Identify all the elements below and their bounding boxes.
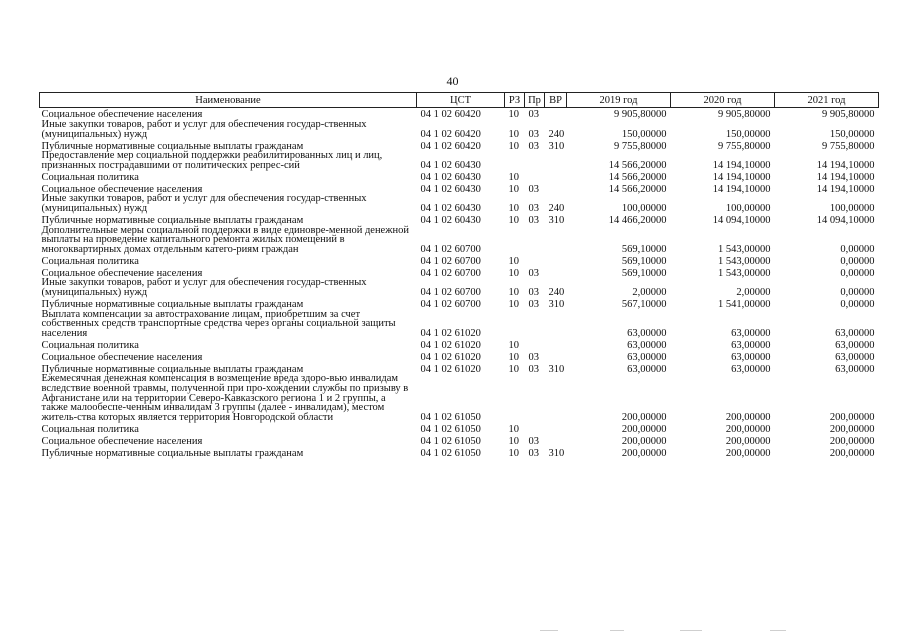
table-row: [40, 434, 879, 446]
cell-pr: 03: [528, 128, 539, 140]
cell-name: Публичные нормативные социальные выплаты гражданам: [41, 214, 304, 226]
cell-pr: 03: [528, 202, 539, 214]
cell-vr: [545, 434, 567, 446]
cell-rz: 10: [508, 351, 519, 363]
cell-name: Социальная политика: [41, 255, 139, 267]
cell-rz: 10: [508, 267, 519, 279]
cell-2021: 0,00000: [840, 267, 875, 279]
cell-name: Выплата компенсации за автострахование лицам, приобретшим за счет собственных средств транспортные средства через органы социальной защиты населения: [41, 308, 396, 339]
cell-name: Иные закупки товаров, работ и услуг для обеспечения государ-ственных (муниципальных) нужд: [41, 277, 367, 298]
cell-pr: 03: [528, 140, 539, 152]
cell-2021: 0,00000: [840, 243, 875, 255]
table-row: [40, 298, 879, 310]
cell-cst: 04 1 02 60700: [420, 298, 481, 310]
cell-2019: 200,00000: [621, 411, 667, 423]
cell-cst: 04 1 02 61050: [420, 435, 481, 447]
cell-rz: 10: [508, 286, 519, 298]
cell-rz: 10: [508, 140, 519, 152]
table-row: [40, 350, 879, 362]
cell-vr: [545, 151, 567, 170]
cell-vr: [545, 374, 567, 422]
cell-pr: 03: [528, 351, 539, 363]
cell-vr: 240: [548, 128, 565, 140]
cell-2020: 200,00000: [725, 435, 771, 447]
cell-pr: 03: [528, 214, 539, 226]
cell-2020: 1 543,00000: [718, 255, 771, 267]
cell-pr: [525, 310, 545, 339]
cell-name: Социальная политика: [41, 339, 139, 351]
cell-name: Иные закупки товаров, работ и услуг для обеспечения государ-ственных (муниципальных) нужд: [41, 193, 367, 214]
cell-2020: 9 755,80000: [718, 140, 771, 152]
cell-vr: [545, 226, 567, 255]
cell-cst: 04 1 02 60700: [420, 243, 481, 255]
cell-pr: 03: [528, 286, 539, 298]
cell-vr: 310: [548, 447, 565, 459]
cell-2021: 9 755,80000: [822, 140, 875, 152]
cell-cst: 04 1 02 60430: [420, 214, 481, 226]
table-row: [40, 226, 879, 255]
cell-vr: [545, 310, 567, 339]
cell-name: Публичные нормативные социальные выплаты гражданам: [41, 363, 304, 375]
cell-rz: 10: [508, 423, 519, 435]
cell-rz: 10: [508, 183, 519, 195]
cell-vr: 240: [548, 202, 565, 214]
cell-2021: 200,00000: [829, 435, 875, 447]
cell-2019: 14 566,20000: [608, 183, 667, 195]
table-row: [40, 374, 879, 422]
cell-pr: [525, 226, 545, 255]
cell-2021: 63,00000: [835, 363, 875, 375]
cell-2021: 63,00000: [835, 327, 875, 339]
cell-2021: 0,00000: [840, 286, 875, 298]
cell-2020: 1 543,00000: [718, 243, 771, 255]
cell-2021: 14 194,10000: [816, 159, 875, 171]
cell-pr: [525, 422, 545, 434]
cell-vr: [545, 254, 567, 266]
cell-2019: 150,00000: [621, 128, 667, 140]
cell-pr: 03: [528, 298, 539, 310]
table-row: [40, 338, 879, 350]
cell-name: Социальная политика: [41, 423, 139, 435]
cell-2019: 63,00000: [627, 327, 667, 339]
cell-2020: 63,00000: [731, 363, 771, 375]
table-row: [40, 446, 879, 458]
cell-2020: 150,00000: [725, 128, 771, 140]
cell-2020: 63,00000: [731, 327, 771, 339]
cell-name: Иные закупки товаров, работ и услуг для обеспечения государ-ственных (муниципальных) нужд: [41, 119, 367, 140]
cell-2019: 14 466,20000: [608, 214, 667, 226]
cell-pr: 03: [528, 447, 539, 459]
cell-2020: 14 194,10000: [712, 171, 771, 183]
cell-2019: 200,00000: [621, 435, 667, 447]
cell-rz: [505, 310, 525, 339]
cell-rz: 10: [508, 363, 519, 375]
cell-rz: [505, 374, 525, 422]
cell-2020: 14 194,10000: [712, 183, 771, 195]
cell-2020: 200,00000: [725, 447, 771, 459]
cell-2019: 63,00000: [627, 339, 667, 351]
cell-2020: 14 094,10000: [712, 214, 771, 226]
cell-pr: [525, 170, 545, 182]
table-row: [40, 254, 879, 266]
budget-table: [39, 92, 879, 458]
cell-vr: 310: [548, 140, 565, 152]
cell-2019: 63,00000: [627, 351, 667, 363]
cell-2020: 100,00000: [725, 202, 771, 214]
cell-2020: 1 543,00000: [718, 267, 771, 279]
cell-cst: 04 1 02 61050: [420, 411, 481, 423]
cell-vr: [545, 182, 567, 194]
cell-name: Социальное обеспечение населения: [41, 267, 203, 279]
cell-cst: 04 1 02 61050: [420, 447, 481, 459]
cell-vr: [545, 108, 567, 121]
cell-2021: 14 194,10000: [816, 183, 875, 195]
cell-cst: 04 1 02 60700: [420, 286, 481, 298]
table-header-row: [40, 93, 879, 108]
cell-vr: [545, 266, 567, 278]
table-row: [40, 310, 879, 339]
cell-2019: 2,00000: [632, 286, 667, 298]
cell-2019: 200,00000: [621, 423, 667, 435]
cell-cst: 04 1 02 60430: [420, 202, 481, 214]
cell-rz: 10: [508, 109, 519, 121]
cell-2021: 200,00000: [829, 423, 875, 435]
cell-vr: [545, 422, 567, 434]
table-row: [40, 151, 879, 170]
cell-cst: 04 1 02 60700: [420, 267, 481, 279]
cell-2020: 14 194,10000: [712, 159, 771, 171]
cell-2021: 14 194,10000: [816, 171, 875, 183]
cell-rz: 10: [508, 298, 519, 310]
cell-vr: [545, 350, 567, 362]
cell-pr: [525, 338, 545, 350]
cell-rz: 10: [508, 214, 519, 226]
cell-rz: 10: [508, 128, 519, 140]
cell-cst: 04 1 02 61020: [420, 363, 481, 375]
cell-pr: 03: [528, 435, 539, 447]
cell-2019: 569,10000: [621, 243, 667, 255]
table-row: [40, 422, 879, 434]
table-body: [40, 108, 879, 459]
cell-2019: 9 755,80000: [614, 140, 667, 152]
scan-artifacts: [540, 630, 840, 634]
page-number: 40: [446, 74, 459, 88]
cell-rz: 10: [508, 202, 519, 214]
cell-vr: [545, 338, 567, 350]
header-vr: ВР: [545, 93, 567, 108]
cell-2021: 100,00000: [829, 202, 875, 214]
cell-name: Предоставление мер социальной поддержки реабилитированных лиц и лиц, признанных пострадавшими от политических репрес-сий: [41, 150, 383, 171]
cell-2021: 200,00000: [829, 447, 875, 459]
cell-cst: 04 1 02 61020: [420, 339, 481, 351]
cell-cst: 04 1 02 60700: [420, 255, 481, 267]
cell-2021: 63,00000: [835, 339, 875, 351]
cell-2019: 14 566,20000: [608, 159, 667, 171]
cell-cst: 04 1 02 61050: [420, 423, 481, 435]
cell-vr: 240: [548, 286, 565, 298]
cell-cst: 04 1 02 60420: [420, 109, 481, 121]
cell-2021: 63,00000: [835, 351, 875, 363]
cell-2019: 63,00000: [627, 363, 667, 375]
cell-rz: 10: [508, 435, 519, 447]
cell-2020: 200,00000: [725, 423, 771, 435]
cell-pr: 03: [528, 109, 539, 121]
cell-2019: 567,10000: [621, 298, 667, 310]
header-cst: ЦСТ: [417, 93, 505, 108]
table-row: [40, 170, 879, 182]
cell-2020: 1 541,00000: [718, 298, 771, 310]
table-row: [40, 194, 879, 213]
cell-name: Дополнительные меры социальной поддержки в виде единовре-менной денежной выплаты на проведение капитального ремонта жилых помещений в многоквартирных домах отдельным катего-риям граждан: [41, 224, 409, 255]
table-row: [40, 278, 879, 297]
cell-pr: [525, 374, 545, 422]
cell-pr: [525, 254, 545, 266]
cell-cst: 04 1 02 61020: [420, 351, 481, 363]
cell-2019: 9 905,80000: [614, 109, 667, 121]
cell-2021: 150,00000: [829, 128, 875, 140]
cell-cst: 04 1 02 60430: [420, 171, 481, 183]
cell-cst: 04 1 02 61020: [420, 327, 481, 339]
cell-2019: 569,10000: [621, 255, 667, 267]
cell-2021: 9 905,80000: [822, 109, 875, 121]
cell-2021: 14 094,10000: [816, 214, 875, 226]
cell-rz: [505, 226, 525, 255]
cell-2019: 14 566,20000: [608, 171, 667, 183]
cell-2019: 569,10000: [621, 267, 667, 279]
cell-rz: 10: [508, 255, 519, 267]
cell-name: Публичные нормативные социальные выплаты гражданам: [41, 447, 304, 459]
cell-2021: 0,00000: [840, 298, 875, 310]
cell-2020: 63,00000: [731, 339, 771, 351]
cell-cst: 04 1 02 60420: [420, 128, 481, 140]
cell-name: Публичные нормативные социальные выплаты гражданам: [41, 140, 304, 152]
header-name: Наименование: [40, 93, 417, 108]
header-2020: 2020 год: [671, 93, 775, 108]
header-2019: 2019 год: [567, 93, 671, 108]
cell-name: Социальное обеспечение населения: [41, 435, 203, 447]
cell-2019: 200,00000: [621, 447, 667, 459]
header-rz: РЗ: [505, 93, 525, 108]
cell-pr: [525, 151, 545, 170]
cell-rz: 10: [508, 447, 519, 459]
cell-2021: 0,00000: [840, 255, 875, 267]
cell-pr: 03: [528, 363, 539, 375]
cell-2020: 2,00000: [736, 286, 771, 298]
cell-2020: 63,00000: [731, 351, 771, 363]
cell-name: Социальное обеспечение населения: [41, 183, 203, 195]
cell-vr: 310: [548, 363, 565, 375]
cell-vr: 310: [548, 214, 565, 226]
header-pr: Пр: [525, 93, 545, 108]
cell-vr: [545, 170, 567, 182]
cell-name: Социальная политика: [41, 171, 139, 183]
cell-name: Социальное обеспечение населения: [41, 109, 203, 121]
cell-rz: 10: [508, 339, 519, 351]
table-row: [40, 120, 879, 139]
cell-vr: 310: [548, 298, 565, 310]
cell-cst: 04 1 02 60430: [420, 183, 481, 195]
cell-rz: [505, 151, 525, 170]
cell-pr: 03: [528, 183, 539, 195]
header-2021: 2021 год: [775, 93, 879, 108]
cell-name: Публичные нормативные социальные выплаты гражданам: [41, 298, 304, 310]
cell-2019: 100,00000: [621, 202, 667, 214]
cell-rz: 10: [508, 171, 519, 183]
table-row: [40, 214, 879, 226]
cell-2020: 9 905,80000: [718, 109, 771, 121]
cell-name: Ежемесячная денежная компенсация в возмещение вреда здоро-вью инвалидам вследствие военной травмы, полученной при про-хождении службы по призыву в Афганистане или на территории Северо-Кавказского региона 1 и 2 группы, а также малообеспе-ченным инвалидам 3 группы (далее - инвалидам), местом житель-ства которых является территория Новгородской области: [41, 373, 409, 423]
cell-2021: 200,00000: [829, 411, 875, 423]
cell-cst: 04 1 02 60420: [420, 140, 481, 152]
cell-cst: 04 1 02 60430: [420, 159, 481, 171]
cell-2020: 200,00000: [725, 411, 771, 423]
cell-pr: 03: [528, 267, 539, 279]
cell-name: Социальное обеспечение населения: [41, 351, 203, 363]
